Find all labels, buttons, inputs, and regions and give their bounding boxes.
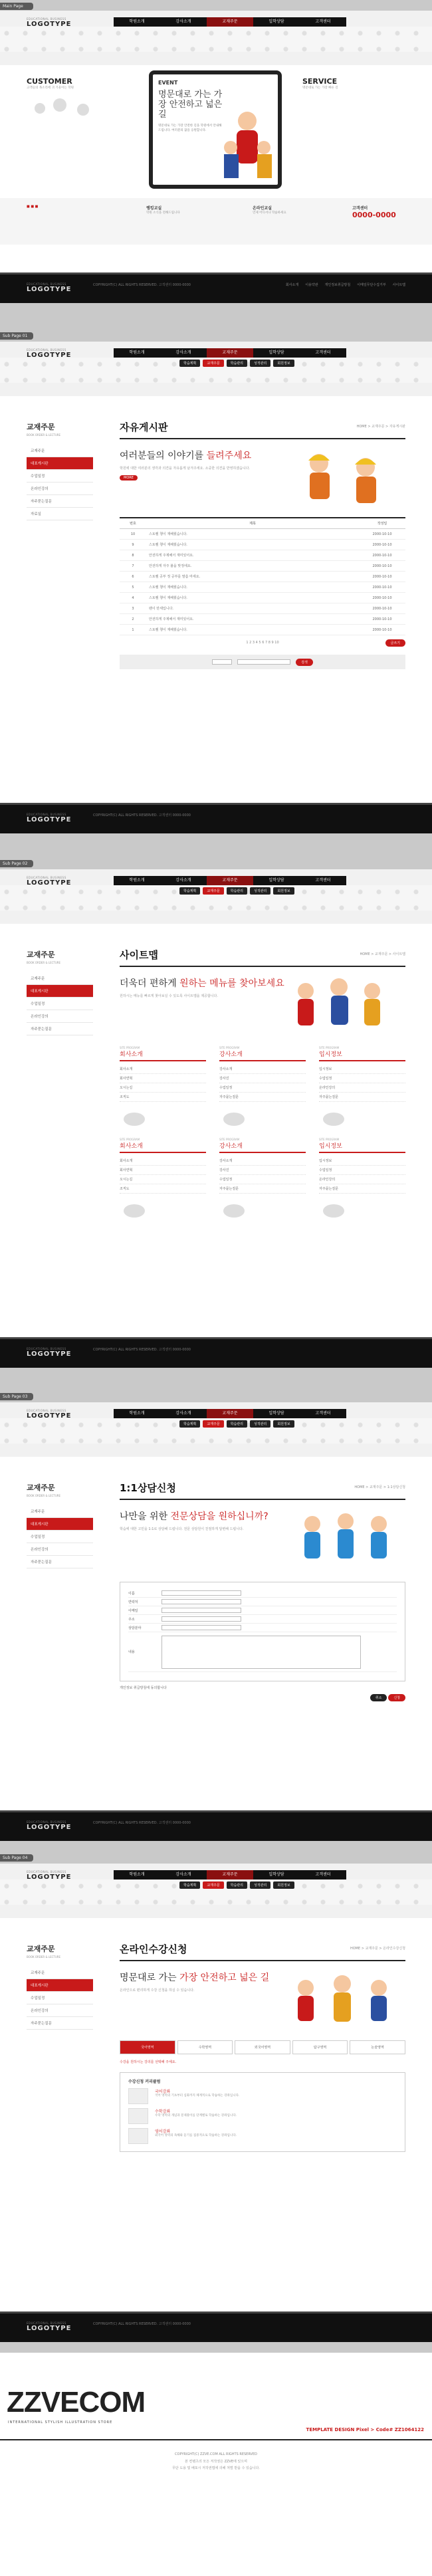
sitemap-link[interactable]: 수업일정 [319,1166,405,1175]
pagination[interactable]: 1 2 3 4 5 6 7 8 9 10 [246,641,279,645]
footer: EDUCATIONAL BUSINESS LOGOTYPE COPYRIGHT(C) ALL RIGHTS RESERVED. 고객센터 0000-0000 회사소개 이용약관 개인정보취급방침 이메일무단수집거부 사이트맵 [0,272,432,303]
service-block [302,77,409,90]
breadcrumb: HOME > 교재주문 > 자유게시판 [356,425,405,429]
footer-link[interactable]: 사이트맵 [392,283,405,287]
local-nav: 학습계획 교재주문 학습관리 성적관리 회원정보 [179,1420,346,1428]
sitemap-illustration [319,1105,348,1127]
board-row[interactable] [120,603,405,614]
course-list: 수강신청 커리큘럼 국어강좌 국어 영역의 기초부터 심화까지 체계적으로 학습하는 강좌입니다. 수학강좌 수학 영역의 개념과 문제풀이를 단계별로 학습하는 강좌입니다. 영어강좌 외국어 영역의 독해와 듣기를 집중적으로 학습하는 강좌입니다. [120,2072,405,2152]
gnb-item[interactable]: 학원소개 [129,19,145,24]
sitemap-card-title[interactable]: 입시정보 [319,1049,405,1061]
sitemap-card: SITE PROGRAM 강사소개 강사소개 강사진 수업일정 자주묻는질문 [219,1046,306,1128]
global-nav: 학원소개 강사소개 교재주문 입학상담 고객센터 [114,348,346,358]
sitemap-link[interactable]: 자주묻는질문 [219,1093,306,1102]
sub-page-03 [0,1402,432,1841]
customer-illustration [27,95,106,122]
sitemap-link[interactable]: 입시정보 [319,1065,405,1074]
global-nav: 학원소개 강사소개 교재주문 입학상담 고객센터 [114,1409,346,1418]
sitemap-link[interactable]: 수업일정 [219,1175,306,1184]
footer: EDUCATIONAL BUSINESS LOGOTYPE COPYRIGHT(C) ALL RIGHTS RESERVED. 고객센터 0000-0000 [0,2311,432,2342]
local-nav: 학습계획 교재주문 학습관리 성적관리 회원정보 [179,360,346,367]
gnb-item[interactable]: 고객센터 [315,19,331,24]
logo[interactable]: EDUCATIONAL BUSINESS LOGOTYPE [27,348,72,359]
sitemap-link[interactable]: 자주묻는질문 [319,1093,405,1102]
logo[interactable]: EDUCATIONAL BUSINESS LOGOTYPE [27,17,72,28]
board-row[interactable] [120,550,405,561]
footer-copy: COPYRIGHT(C) ALL RIGHTS RESERVED. 고객센터 0000-0000 [93,283,191,287]
consult-form [120,1582,405,1681]
sitemap-link[interactable]: 온라인강의 [319,1083,405,1093]
sitemap-illustration [120,1105,149,1127]
board-row[interactable] [120,529,405,540]
sitemap-link[interactable]: 자주묻는질문 [219,1184,306,1194]
course-item[interactable]: 수학강좌 수학 영역의 개념과 문제풀이를 단계별로 학습하는 강좌입니다. [128,2108,397,2124]
board-cell: 2000-10-10 [359,529,405,540]
phone-number: 0000-0000 [352,211,396,219]
content: 온라인수강신청 HOME > 교재주문 > 온라인수강신청 명문대로 가는 가장 안전하고 넓은 길 온라인으로 편리하게 수강 신청을 하실 수 있습니다. 국어영역 수학영역 외국어영역 탐구영역 논술영역 수강을 원하시는 강의를 선택해 주세요. 수강신청 커리큘럼 국어강좌 국어 영역의 기초부터 심화까지 체계적으로 학습하는 강좌입니다. 수학강좌 수학 영역의 개념과 문제풀이를 단계별로 학습하는 강좌입니다. 영어강좌 외국어 영역의 독해와 듣기를 집중적으로 학습하는 강좌입니다. [120,1942,405,2152]
sitemap-card-title[interactable]: 강사소개 [219,1049,306,1061]
form-row: 주소 [128,1615,397,1624]
subject-tabs: 국어영역 수학영역 외국어영역 탐구영역 논술영역 [120,2040,405,2054]
form-input[interactable] [162,1608,241,1613]
form-input[interactable] [162,1616,241,1622]
agree-text[interactable]: 개인정보 취급방침에 동의합니다 [120,1686,167,1690]
service-sub: 명문대로 가는 가장 빠른 길 [302,86,338,90]
board-row[interactable] [120,582,405,593]
gnb-item[interactable]: 강사소개 [175,19,191,24]
form-row: 이메일 [128,1606,397,1615]
local-nav: 학습계획 교재주문 학습관리 성적관리 회원정보 [179,1881,346,1889]
form-row: 이름 [128,1589,397,1598]
sitemap-link[interactable]: 조직도 [120,1184,206,1194]
gnb-item-active[interactable]: 교재주문 [207,17,253,27]
sitemap-link[interactable]: 회사소개 [120,1065,206,1074]
main-page [0,11,432,303]
gnb-item[interactable]: 입학상담 [269,19,284,24]
event-kids-illustration [221,101,274,181]
sitemap-link[interactable]: 강사진 [219,1074,306,1083]
global-nav: 학원소개 강사소개 교재주문 입학상담 고객센터 [114,1870,346,1879]
form-input[interactable] [162,1636,361,1669]
form-input[interactable] [162,1599,241,1604]
board-cell: 2000-10-10 [359,625,405,635]
kids-illustration [279,971,405,1037]
logo[interactable]: EDUCATIONAL BUSINESS LOGOTYPE [27,1870,72,1881]
sitemap-link[interactable]: 오시는길 [120,1175,206,1184]
logo[interactable]: EDUCATIONAL BUSINESS LOGOTYPE [27,876,72,887]
board-row[interactable] [120,572,405,582]
sitemap-link[interactable]: 수업일정 [219,1083,306,1093]
side-menu: 교재주문 BOOK ORDER & LECTURE 교재주문 대표게시판 수업일정 온라인강의 자주묻는질문 자료실 [27,421,93,520]
form-row: 내용 [128,1632,397,1672]
global-nav [114,17,346,27]
sitemap-link[interactable]: 강사진 [219,1166,306,1175]
side-menu: 교재주문 BOOK ORDER & LECTURE 교재주문 대표게시판 수업일정 온라인강의 자주묻는질문 [27,1943,93,2030]
sitemap-card: SITE PROGRAM 회사소개 회사소개 회사연혁 오시는길 조직도 [120,1138,206,1220]
sitemap-card-title[interactable]: 회사소개 [120,1141,206,1153]
section-label-sub4: Sub Page 04 [0,1854,33,1862]
course-item[interactable]: 국어강좌 국어 영역의 기초부터 심화까지 체계적으로 학습하는 강좌입니다. [128,2088,397,2104]
global-nav: 학원소개 강사소개 교재주문 입학상담 고객센터 [114,876,346,885]
customer-sub: 고객들의 목소리에 귀 기울이는 학원 [27,86,74,90]
sitemap-card-title[interactable]: 회사소개 [120,1049,206,1061]
more-button[interactable]: MORE [120,475,138,481]
write-button[interactable]: 글쓰기 [385,639,406,647]
sitemap-link[interactable]: 조직도 [120,1093,206,1102]
sub-page-01 [0,342,432,833]
event-heading: 명문대로 가는 가장 안전하고 넓은 길 [158,90,223,120]
sitemap-card-title[interactable]: 강사소개 [219,1141,306,1153]
sitemap-card: SITE PROGRAM 회사소개 회사소개 회사연혁 오시는길 조직도 [120,1046,206,1128]
section-label-main: Main Page [0,3,33,10]
sitemap-link[interactable]: 온라인강의 [319,1175,405,1184]
section-label-sub1: Sub Page 01 [0,332,33,340]
board-row[interactable] [120,625,405,635]
sitemap-link[interactable]: 수업일정 [319,1074,405,1083]
sitemap-card-title[interactable]: 입시정보 [319,1141,405,1153]
sub-page-02 [0,869,432,1368]
board-cell: 스토렐 챙이 재해웠습니다. [146,529,359,540]
brand-logo: ZZVECOM [7,2386,146,2418]
footer-link[interactable]: 회사소개 [285,283,299,287]
sitemap-link[interactable]: 입시정보 [319,1156,405,1166]
workers-illustration [279,443,405,510]
page-title: 사이트맵 [120,948,405,967]
board-cell: 4 [120,593,146,603]
sitemap-link[interactable]: 강사소개 [219,1156,306,1166]
search-input[interactable] [237,659,290,665]
page-title: 자유게시판 [120,420,405,439]
counselors-illustration [279,1504,405,1570]
board-cell: 6 [120,572,146,582]
quick-box-2[interactable]: 온라인교실 언제 어디서나 학습하세요 [253,206,286,215]
form-row: 상담분야 [128,1624,397,1632]
sitemap-card: SITE PROGRAM 입시정보 입시정보 수업일정 온라인강의 자주묻는질문 [319,1138,405,1220]
board-cell: 2000-10-10 [359,561,405,572]
event-phone [149,70,282,189]
board-cell: 10 [120,529,146,540]
sub-page-04 [0,1864,432,2342]
board-cell: 2 [120,614,146,625]
footer-link[interactable]: 개인정보취급방침 [324,283,351,287]
board-cell: 2000-10-10 [359,603,405,614]
quick-box-1[interactable]: 랭킹교실 학원 소식을 전해드립니다 [146,206,180,215]
footer: EDUCATIONAL BUSINESS LOGOTYPE COPYRIGHT(C) ALL RIGHTS RESERVED. 고객센터 0000-0000 [0,1337,432,1368]
board-cell: 스토렐 챙이 재해웠습니다. [146,582,359,593]
board-table: 번호 제목 작성일 10 스토렐 챙이 재해웠습니다. 2000-10-10 9 스토렐 챙이 재해웠습니다. 2000-10-10 8 안전하게 주제해서 재미있어요. 2000-10-10 7 안전하게 자주 불을 맞정에요. 2000-10-10 6 스토렐 공부 정 공부를 말씀 마세요. 2000-10-10 5 스토렐 챙이 재해웠습니다. 2000-10-10 4 스토렐 챙이 재해웠습니다. 2000-10-10 3 팬이 만세입니다. 2000-10-10 2 안전하게 주제해서 재미있어요. 2000-10-10 1 스토렐 챙이 재해웠습니다. 2000-10-10 [120,517,405,635]
board-cell: 1 [120,625,146,635]
local-nav: 학습계획 교재주문 학습관리 성적관리 회원정보 [179,887,346,895]
page-title: 1:1상담신청 [120,1481,405,1500]
template-code: TEMPLATE DESIGN Pixel > Code# ZZ1064122 [306,2427,424,2432]
sitemap-illustration [219,1196,249,1219]
content: 사이트맵 HOME > 교재주문 > 사이트맵 더욱더 편하게 원하는 메뉴를 찾아보세요 원하시는 메뉴를 빠르게 찾아보실 수 있도록 사이트맵을 제공합니다. SITE PROGRAM 회사소개 회사소개 회사연혁 오시는길 조직도 SITE PROGRAM 강사소개 강사소개 강사진 수업일정 자주묻는질문 SITE PROGRAM 입시정보 입시정보 수업일정 온라인강의 자주묻는질문 SITE PROGRAM 회사소개 회사소개 회사연혁 오시는길 조직도 SITE PROGRAM 강사소개 강사소개 강사진 수업일정 자주묻는질문 SITE PROGRAM 입시정보 입시정보 수업일정 온라인강의 자주묻는질문 [120,948,405,1220]
footer-link[interactable]: 이용약관 [305,283,318,287]
board-cell: 안전하게 주제해서 재미있어요. [146,614,359,625]
board-cell: 3 [120,603,146,614]
sitemap-card: SITE PROGRAM 강사소개 강사소개 강사진 수업일정 자주묻는질문 [219,1138,306,1220]
footer-link[interactable]: 이메일무단수집거부 [357,283,386,287]
sitemap-card: SITE PROGRAM 입시정보 입시정보 수업일정 온라인강의 자주묻는질문 [319,1046,405,1128]
sitemap-link[interactable]: 회사소개 [120,1156,206,1166]
sitemap-illustration [319,1196,348,1219]
section-label-sub3: Sub Page 03 [0,1393,33,1400]
form-row: 연락처 [128,1598,397,1606]
event-text: 명문대로 가는 가장 안전한 길을 학원에서 안내해 드립니다. 여러분의 꿈을 응원합니다. [158,124,222,132]
board-cell: 7 [120,561,146,572]
footer: EDUCATIONAL BUSINESS LOGOTYPE COPYRIGHT(C) ALL RIGHTS RESERVED. 고객센터 0000-0000 [0,1810,432,1841]
sitemap-illustration [219,1105,249,1127]
sitemap-link[interactable]: 오시는길 [120,1083,206,1093]
brand-footer: ZZVECOM INTERNATIONAL STYLISH ILLUSTRATION STORE TEMPLATE DESIGN Pixel > Code# ZZ1064122 COPYRIGHT(C) ZZVE.COM ALL RIGHTS RESERVED 본 컨텐츠의 모든 저작권은 ZZVE에 있으며 무단 도용 및 배포시 저작권법에 의해 처벌 받을 수 있습니다. [0,2353,432,2576]
brand-tagline: INTERNATIONAL STYLISH ILLUSTRATION STORE [8,2420,113,2424]
board-cell: 스토렐 챙이 재해웠습니다. [146,625,359,635]
sitemap-link[interactable]: 회사연혁 [120,1166,206,1175]
board-row[interactable] [120,593,405,603]
board-cell: 스토렐 공부 정 공부를 말씀 마세요. [146,572,359,582]
section-label-sub2: Sub Page 02 [0,860,33,867]
brand-copyright: COPYRIGHT(C) ZZVE.COM ALL RIGHTS RESERVED [175,2452,257,2456]
search-bar [120,655,405,669]
sitemap-link[interactable]: 강사소개 [219,1065,306,1074]
board-cell: 스토렐 챙이 재해웠습니다. [146,540,359,550]
sitemap-link[interactable]: 자주묻는질문 [319,1184,405,1194]
quick-box-3[interactable]: 고객센터 0000-0000 [352,206,396,219]
board-row[interactable] [120,561,405,572]
sitemap-link[interactable]: 회사연혁 [120,1074,206,1083]
board-cell: 안전하게 자주 불을 맞정에요. [146,561,359,572]
board-cell: 2000-10-10 [359,540,405,550]
news-list[interactable]: ■ ■ ■ [27,205,39,209]
footer: EDUCATIONAL BUSINESS LOGOTYPE COPYRIGHT(C) ALL RIGHTS RESERVED. 고객센터 0000-0000 [0,803,432,833]
board-cell: 2000-10-10 [359,614,405,625]
submit-button[interactable]: 신청 [388,1694,405,1701]
event-label: EVENT [158,80,178,86]
customer-title: CUSTOMER [27,77,72,86]
board-row[interactable] [120,614,405,625]
sitemap-illustration [120,1196,149,1219]
customer-block [27,77,126,123]
board-cell: 2000-10-10 [359,550,405,561]
logo[interactable]: EDUCATIONAL BUSINESS LOGOTYPE [27,1409,72,1420]
board-cell: 2000-10-10 [359,572,405,582]
form-input[interactable] [162,1590,241,1596]
side-menu: 교재주문 BOOK ORDER & LECTURE 교재주문 대표게시판 수업일정 온라인강의 자주묻는질문 [27,1482,93,1568]
board-cell: 스토렐 챙이 재해웠습니다. [146,593,359,603]
board-cell: 2000-10-10 [359,582,405,593]
course-item[interactable]: 영어강좌 외국어 영역의 독해와 듣기를 집중적으로 학습하는 강좌입니다. [128,2128,397,2144]
board-cell: 8 [120,550,146,561]
page-title: 온라인수강신청 [120,1942,405,1961]
content: 자유게시판 HOME > 교재주문 > 자유게시판 여러분들의 이야기를 들려주세요 학원에 대한 여러분의 생각과 의견을 자유롭게 남겨주세요. 소중한 의견을 반영하겠습니다. MORE 번호 제목 작성일 10 스토렐 챙이 재해웠습니다. 2000-10-10 9 스토렐 챙이 재해웠습니다. 2000-10-10 8 안전하게 주제해서 재미있어요. 2000-10-10 7 안전하게 자주 불을 맞정에요. 2000-10-10 6 스토렐 공부 정 공부를 말씀 마세요. 2000-10-10 5 스토렐 챙이 재해웠습니다. 2000-10-10 4 스토렐 챙이 재해웠습니다. 2000-10-10 3 팬이 만세입니다. 2000-10-10 2 안전하게 주제해서 재미있어요. 2000-10-10 1 스토렐 챙이 재해웠습니다. 2000-10-10 1 2 3 4 5 6 7 8 9 10 글쓰기 검색 [120,420,405,669]
sitemap-grid [120,1046,405,1220]
board-cell: 9 [120,540,146,550]
form-input[interactable] [162,1625,241,1630]
students-illustration [279,1965,405,2032]
service-title: SERVICE [302,77,338,86]
content: 1:1상담신청 HOME > 교재주문 > 1:1상담신청 나만을 위한 전문상담을 원하십니까? 학습에 대한 고민을 1:1로 상담해 드립니다. 전문 상담원이 친절하게 답변해 드립니다. 이름 연락처 이메일 주소 상담분야 내용 개인정보 취급방침에 동의합니다 취소 신청 [120,1482,405,1700]
board-row[interactable] [120,540,405,550]
search-type-select[interactable] [212,659,232,665]
course-notice: 수강을 원하시는 강의를 선택해 주세요. [120,2060,177,2064]
side-menu: 교재주문 BOOK ORDER & LECTURE 교재주문 대표게시판 수업일정 온라인강의 자주묻는질문 [27,949,93,1035]
board-cell: 5 [120,582,146,593]
cancel-button[interactable]: 취소 [370,1694,387,1701]
board-cell: 2000-10-10 [359,593,405,603]
board-cell: 안전하게 주제해서 재미있어요. [146,550,359,561]
quick-boxes [0,198,432,245]
search-button[interactable]: 검색 [296,659,313,666]
board-cell: 팬이 만세입니다. [146,603,359,614]
